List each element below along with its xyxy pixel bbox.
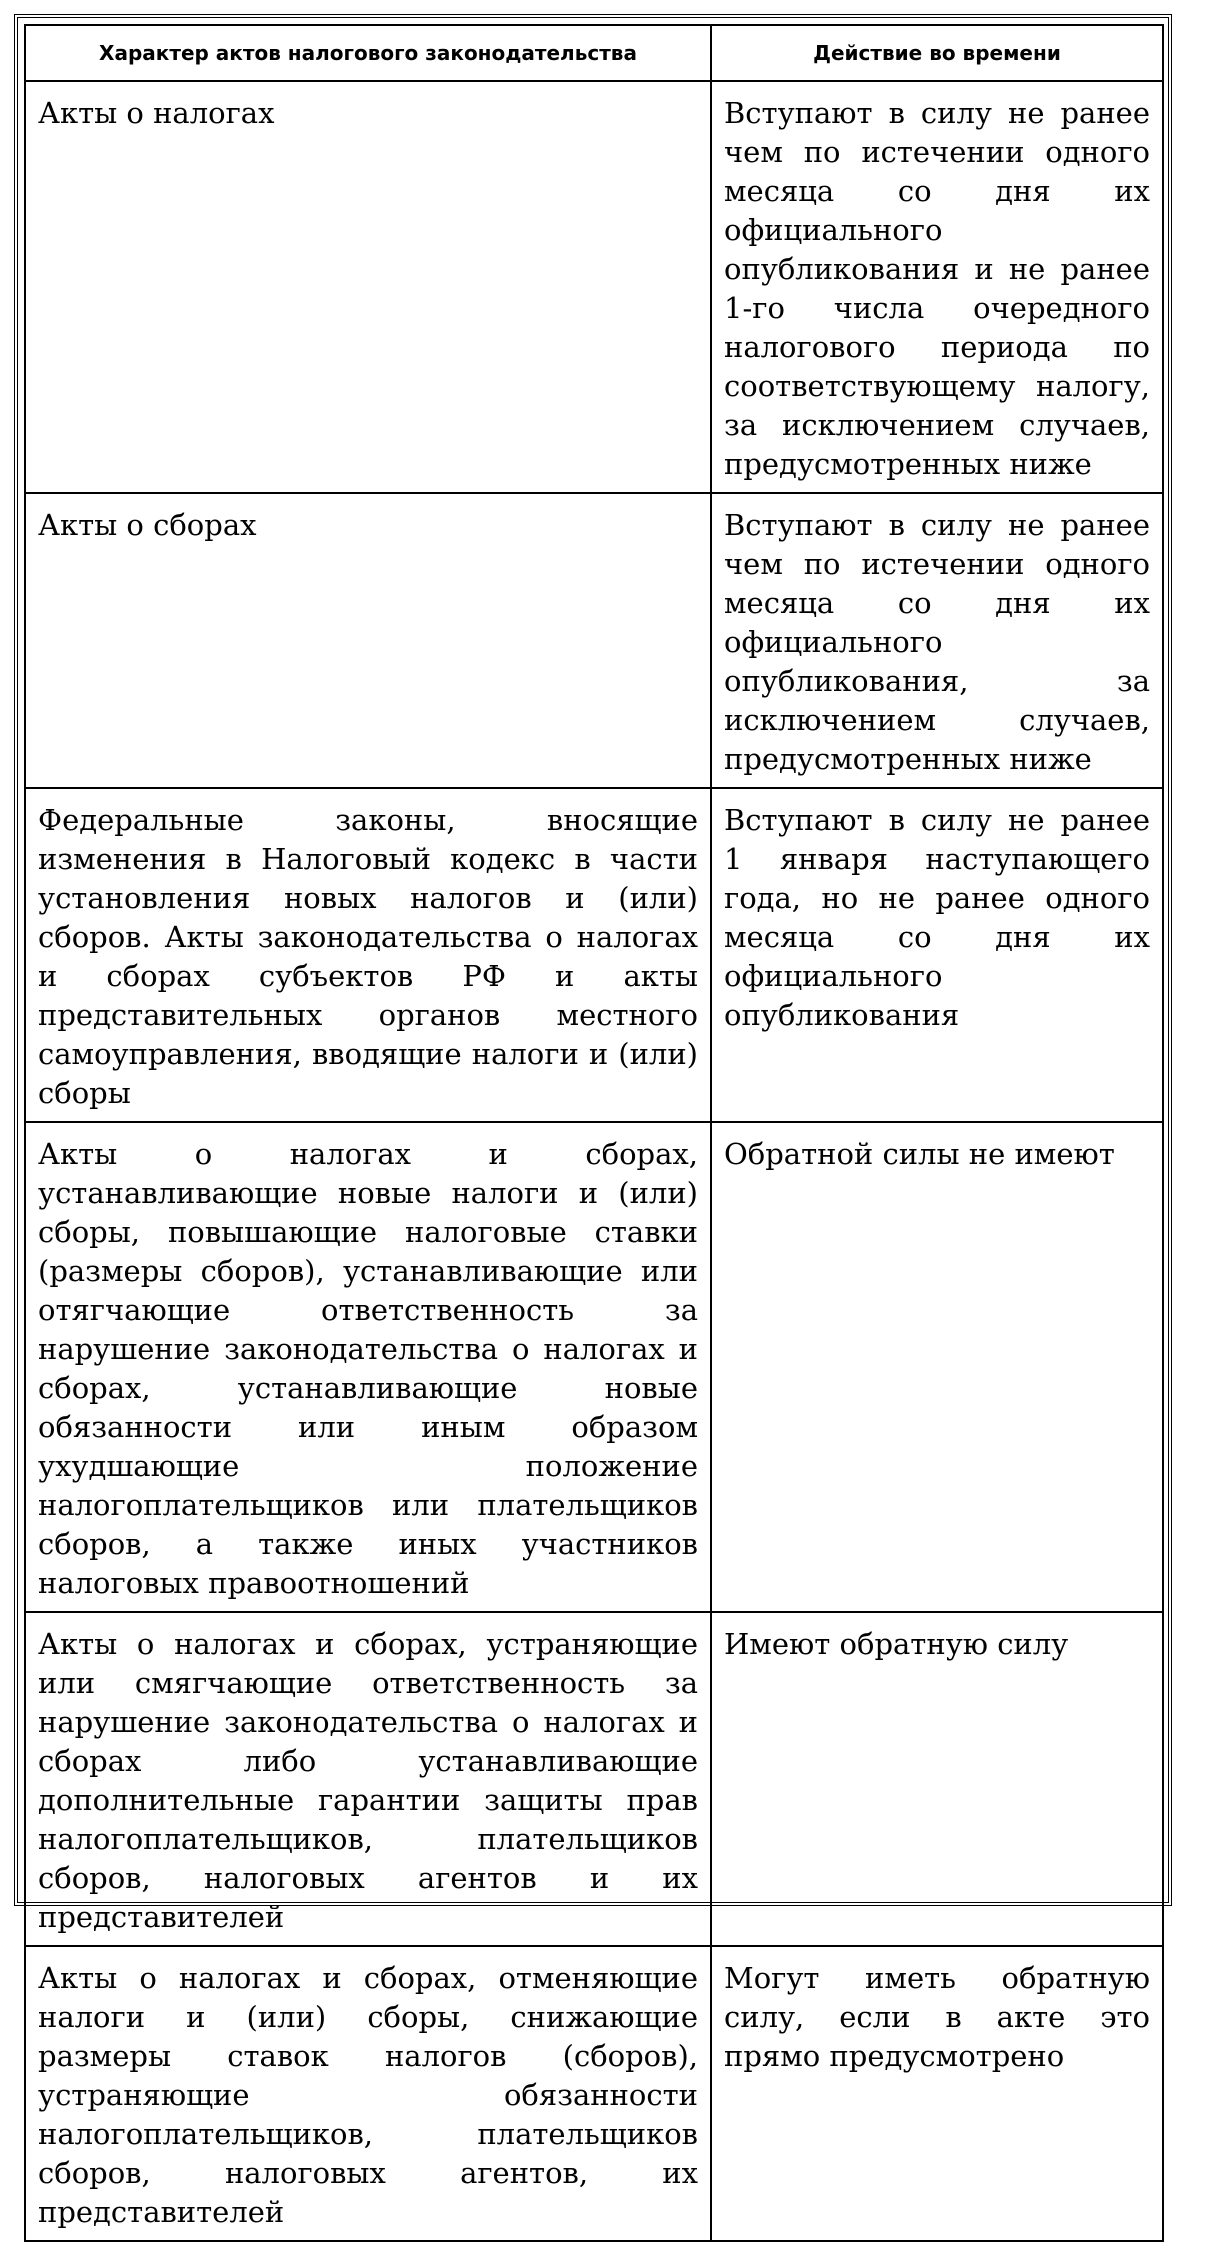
table-row [25,788,1163,1122]
table-row [25,1946,1163,2241]
cell-action: Вступают в силу не ранее чем по истечении одного месяца со дня их официального опубликования и не ранее 1-го числа очередного налогового периода по соответствующему налогу, за исключением случаев, предусмотренных ниже [711,81,1163,493]
table-row [25,81,1163,493]
header-character: Характер актов налогового законодательства [25,25,711,81]
table-row [25,1612,1163,1946]
cell-action: Обратной силы не имеют [711,1122,1163,1612]
table-row [25,493,1163,788]
cell-action: Могут иметь обратную силу, если в акте это прямо предусмотрено [711,1946,1163,2241]
cell-character: Акты о сборах [25,493,711,788]
table-frame [14,14,1172,2229]
cell-character: Акты о налогах и сборах, устраняющие или смягчающие ответственность за нарушение законодательства о налогах и сборах либо устанавливающие дополнительные гарантии защиты прав налогоплательщиков, плательщиков сборов, налоговых агентов и их представителей [25,1612,711,1946]
cell-action: Вступают в силу не ранее чем по истечении одного месяца со дня их официального опубликования, за исключением случаев, предусмотренных ниже [711,493,1163,788]
tax-acts-table [24,24,1164,2242]
header-action-in-time: Действие во времени [711,25,1163,81]
cell-action: Имеют обратную силу [711,1612,1163,1946]
cell-character: Акты о налогах и сборах, устанавливающие новые налоги и (или) сборы, повышающие налоговые ставки (размеры сборов), устанавливающие или отягчающие ответственность за нарушение законодательства о налогах и сборах, устанавливающие новые обязанности или иным образом ухудшающие положение налогоплательщиков или плательщиков сборов, а также иных участников налоговых правоотношений [25,1122,711,1612]
cell-character: Акты о налогах [25,81,711,493]
cell-character: Федеральные законы, вносящие изменения в Налоговый кодекс в части установления новых налогов и (или) сборов. Акты законодательства о налогах и сборах субъектов РФ и акты представительных органов местного самоуправления, вводящие налоги и (или) сборы [25,788,711,1122]
table-row [25,1122,1163,1612]
cell-character: Акты о налогах и сборах, отменяющие налоги и (или) сборы, снижающие размеры ставок налогов (сборов), устраняющие обязанности налогоплательщиков, плательщиков сборов, налоговых агентов, их представителей [25,1946,711,2241]
table-header-row [25,25,1163,81]
cell-action: Вступают в силу не ранее 1 января наступающего года, но не ранее одного месяца со дня их официального опубликования [711,788,1163,1122]
